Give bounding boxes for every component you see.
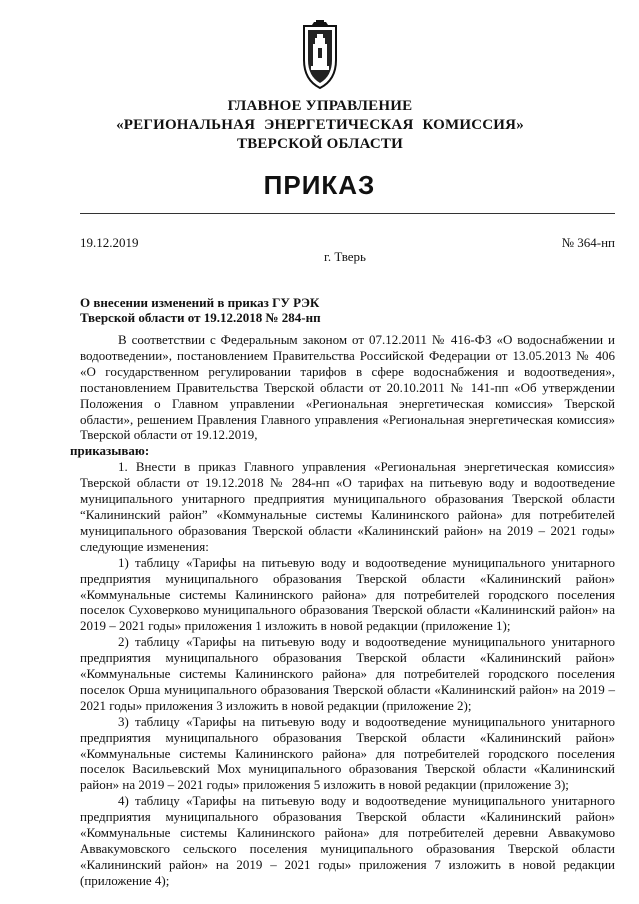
document-date: 19.12.2019 <box>80 235 139 250</box>
subject-line1: О внесении изменений в приказ ГУ РЭК <box>80 295 320 310</box>
orders-label: приказываю: <box>70 443 150 459</box>
document-subject <box>80 295 321 325</box>
item-1-paragraph: 1. Внести в приказ Главного управления «Региональная энергетическая комиссия» Тверской области от 19.12.2018 № 284-нп «О тарифах на питьевую воду и водоотведение муниципального унитарного предприятия муниципального образования Тверской области “Калининский район” «Коммунальные системы Калининского района» для потребителей муниципального образования Тверской области «Калининский район» на 2019 – 2021 годы» следующие изменения: <box>80 459 615 554</box>
subitem-3-paragraph: 3) таблицу «Тарифы на питьевую воду и водоотведение муниципального унитарного предприятия муниципального образования Тверской области «Калининский район» «Коммунальные системы Калининского района» для потребителей городского поселения поселок Васильевский Мох муниципального образования Тверской области «Калининский район» на 2019 – 2021 годы» приложения 5 изложить в новой редакции (приложение 3); <box>80 713 615 793</box>
document-body <box>70 332 615 889</box>
document-city: г. Тверь <box>324 249 366 264</box>
org-name-line3: ТВЕРСКОЙ ОБЛАСТИ <box>237 136 403 152</box>
header-divider <box>80 213 615 214</box>
org-name-line1: ГЛАВНОЕ УПРАВЛЕНИЕ <box>227 98 413 114</box>
org-name-line2: «РЕГИОНАЛЬНАЯ ЭНЕРГЕТИЧЕСКАЯ КОМИССИЯ» <box>116 117 524 133</box>
tver-coat-of-arms-icon <box>300 20 340 92</box>
document-type-title: ПРИКАЗ <box>263 170 376 200</box>
preamble-paragraph: В соответствии с Федеральным законом от 07.12.2011 № 416-ФЗ «О водоснабжении и водоотведении», постановлением Правительства Российской Федерации от 13.05.2013 № 406 «О государственном регулировании тарифов в сфере водоснабжения и водоотведения», постановлением Правительства Тверской области от 20.10.2011 № 141-пп «Об утверждении Положения о Главном управлении «Региональная энергетическая комиссия» Тверской области», решением Правления Главного управления «Региональная энергетическая комиссия» Тверской области от 19.12.2019, <box>80 332 615 443</box>
subitem-4-paragraph: 4) таблицу «Тарифы на питьевую воду и водоотведение муниципального унитарного предприятия муниципального образования Тверской области «Калининский район» «Коммунальные системы Калининского района» для потребителей деревни Аввакумово Аввакумовского сельского поселения муниципального образования Тверской области «Калининский район» на 2019 – 2021 годы» приложения 7 изложить в новой редакции (приложение 4); <box>80 793 615 888</box>
subitem-1-paragraph: 1) таблицу «Тарифы на питьевую воду и водоотведение муниципального унитарного предприятия муниципального образования Тверской области «Калининский район» «Коммунальные системы Калининского района» для потребителей городского поселения поселок Суховерково муниципального образования Тверской области «Калининский район» на 2019 – 2021 годы» приложения 1 изложить в новой редакции (приложение 1); <box>80 554 615 634</box>
document-number: № 364-нп <box>561 235 615 250</box>
subitem-2-paragraph: 2) таблицу «Тарифы на питьевую воду и водоотведение муниципального унитарного предприятия муниципального образования Тверской области «Калининский район» «Коммунальные системы Калининского района» для потребителей городского поселения поселок Орша муниципального образования Тверской области «Калининский район» на 2019 – 2021 годы» приложения 3 изложить в новой редакции (приложение 2); <box>80 634 615 713</box>
subject-line2: Тверской области от 19.12.2018 № 284-нп <box>80 310 321 325</box>
